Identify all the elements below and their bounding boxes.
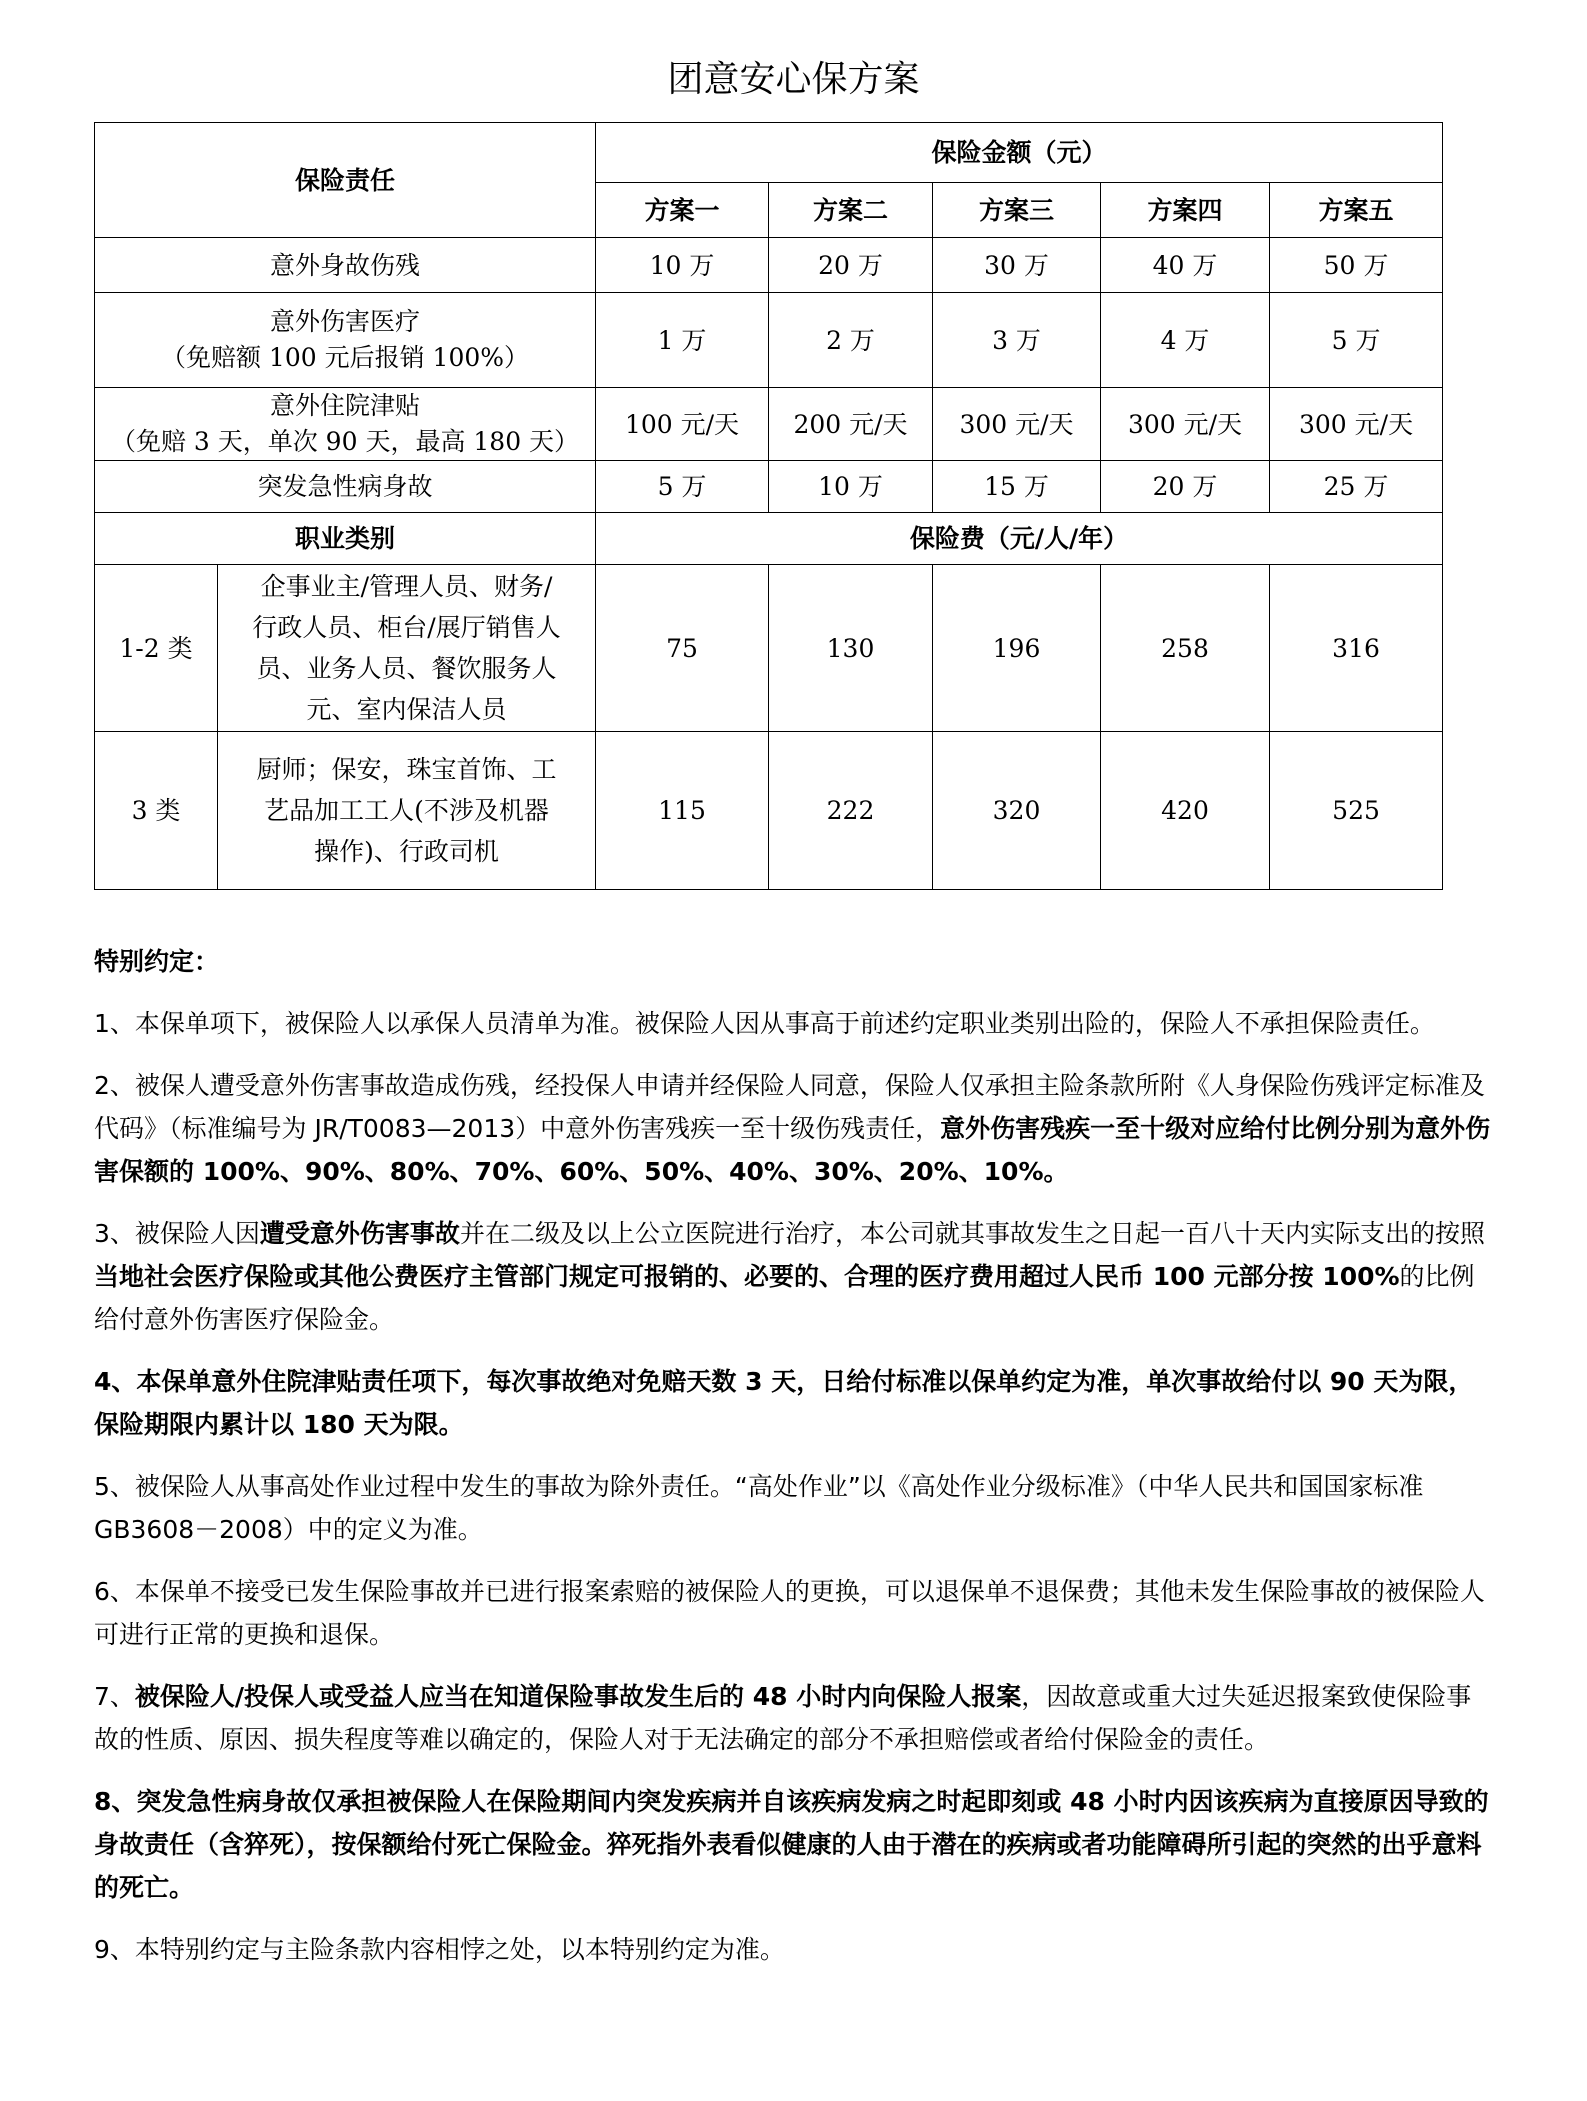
coverage-amount: 300 元/天 [1270,388,1443,461]
coverage-amount: 10 万 [596,238,769,293]
coverage-amount: 4 万 [1101,293,1270,388]
premium-amount: 525 [1270,732,1443,890]
premium-row [95,565,1443,732]
occupation-job-line: 操作)、行政司机 [314,837,499,866]
occupation-job-line: 厨师；保安，珠宝首饰、工 [256,755,557,784]
premium-amount: 115 [596,732,769,890]
premium-amount: 258 [1101,565,1270,732]
coverage-row [95,461,1443,513]
document-title: 团意安心保方案 [667,59,920,100]
special-term-item [94,1780,1494,1909]
special-term-text: 当地社会医疗保险或其他公费医疗主管部门规定可报销的、必要的、合理的医疗费用超过人民币 100 元部分按 100% [94,1262,1400,1291]
coverage-amount: 20 万 [769,238,933,293]
occupation-job-line: 元、室内保洁人员 [306,695,507,724]
premium-amount: 130 [769,565,933,732]
coverage-row [95,388,1443,461]
special-term-text: 6、本保单不接受已发生保险事故并已进行报案索赔的被保险人的更换，可以退保单不退保费；其他未发生保险事故的被保险人可进行正常的更换和退保。 [94,1577,1485,1649]
special-terms-heading: 特别约定： [94,947,220,976]
coverage-amount: 3 万 [933,293,1101,388]
occupation-jobs [218,732,596,890]
coverage-name: 意外身故伤残 [270,250,421,280]
special-term-text: 的比例给付意外伤害医疗保险金。 [94,1262,1475,1334]
plan-header: 方案一 [596,183,769,238]
special-term-item [94,1675,1494,1761]
coverage-header: 保险责任 [95,123,596,238]
special-term-item [94,1570,1494,1656]
special-term-text: 7、 [94,1682,135,1711]
special-term-text: 遭受意外伤害事故 [259,1219,460,1248]
plan-header: 方案二 [769,183,933,238]
premium-amount: 420 [1101,732,1270,890]
coverage-amount: 40 万 [1101,238,1270,293]
coverage-row [95,238,1443,293]
occupation-class: 3 类 [95,732,218,890]
special-term-text: 被保险人/投保人或受益人应当在知道保险事故发生后的 48 小时内向保险人报案 [134,1682,1022,1711]
coverage-amount: 100 元/天 [596,388,769,461]
premium-amount: 320 [933,732,1101,890]
coverage-amount: 200 元/天 [769,388,933,461]
coverage-name: 意外伤害医疗 [270,307,421,336]
occupation-job-line: 企事业主/管理人员、财务/ [260,572,553,601]
coverage-name-cell [95,293,596,388]
occupation-job-line: 艺品加工工人(不涉及机器 [264,796,549,825]
occupation-job-line: 行政人员、柜台/展厅销售人 [252,613,561,642]
occupation-job-line: 员、业务人员、餐饮服务人 [256,654,557,683]
coverage-name: 意外住院津贴 [270,391,421,420]
coverage-amount: 1 万 [596,293,769,388]
coverage-name-cell [95,238,596,293]
coverage-name-cell [95,461,596,513]
plan-header: 方案五 [1270,183,1443,238]
special-terms [94,940,1494,1990]
special-term-text: 8、突发急性病身故仅承担被保险人在保险期间内突发疾病并自该疾病发病之时起即刻或 48 小时内因该疾病为直接原因导致的身故责任（含猝死），按保额给付死亡保险金。猝死指外表看似健康的人由于潜在的疾病或者功能障碍所引起的突然的出乎意料的死亡。 [94,1787,1489,1902]
special-term-text: 意外伤害残疾一至十级对应给付比例分别为意外伤害保额的 100%、90%、80%、70%、60%、50%、40%、30%、20%、10%。 [94,1114,1491,1186]
plan-header: 方案三 [933,183,1101,238]
plan-table [94,122,1443,890]
special-term-text: 9、本特别约定与主险条款内容相悖之处，以本特别约定为准。 [94,1935,785,1964]
premium-amount: 316 [1270,565,1443,732]
special-term-item [94,1928,1494,1971]
special-term-text: 1、本保单项下，被保险人以承保人员清单为准。被保险人因从事高于前述约定职业类别出险的，保险人不承担保险责任。 [94,1009,1435,1038]
premium-row [95,732,1443,890]
coverage-amount: 15 万 [933,461,1101,513]
coverage-name: 突发急性病身故 [257,472,433,501]
premium-header: 保险费（元/人/年） [596,513,1443,565]
coverage-name-cell [95,388,596,461]
occupation-jobs [218,565,596,732]
special-term-text: ，因故意或重大过失延迟报案致使保险事故的性质、原因、损失程度等难以确定的，保险人对于无法确定的部分不承担赔偿或者给付保险金的责任。 [94,1682,1472,1754]
special-term-text: 2、被保人遭受意外伤害事故造成伤残，经投保人申请并经保险人同意，保险人仅承担主险条款所附《人身保险伤残评定标准及代码》（标准编号为 JR/T0083—2013）中意外伤害残疾一至十级伤残责任， [94,1071,1485,1143]
special-term-item [94,1212,1494,1341]
coverage-amount: 5 万 [596,461,769,513]
premium-amount: 196 [933,565,1101,732]
coverage-amount: 2 万 [769,293,933,388]
coverage-amount: 300 元/天 [1101,388,1270,461]
premium-amount: 222 [769,732,933,890]
special-term-text: 4、本保单意外住院津贴责任项下，每次事故绝对免赔天数 3 天，日给付标准以保单约定为准，单次事故给付以 90 天为限，保险期限内累计以 180 天为限。 [94,1367,1474,1439]
coverage-amount: 5 万 [1270,293,1443,388]
special-term-text: 5、被保险人从事高处作业过程中发生的事故为除外责任。“高处作业”以《高处作业分级标准》（中华人民共和国国家标准 GB3608－2008）中的定义为准。 [94,1472,1424,1544]
plan-header: 方案四 [1101,183,1270,238]
coverage-amount: 10 万 [769,461,933,513]
occupation-class: 1-2 类 [95,565,218,732]
special-term-item [94,1064,1494,1193]
special-term-text: 并在二级及以上公立医院进行治疗，本公司就其事故发生之日起一百八十天内实际支出的按照 [459,1219,1485,1248]
coverage-row [95,293,1443,388]
special-term-text: 3、被保险人因 [94,1219,260,1248]
coverage-note: （免赔 3 天，单次 90 天，最高 180 天） [110,427,580,456]
occupation-header: 职业类别 [95,513,596,565]
premium-amount: 75 [596,565,769,732]
coverage-amount: 300 元/天 [933,388,1101,461]
special-term-item [94,1360,1494,1446]
coverage-amount: 50 万 [1270,238,1443,293]
special-term-item [94,1465,1494,1551]
special-term-item [94,1002,1494,1045]
coverage-amount: 25 万 [1270,461,1443,513]
coverage-amount: 30 万 [933,238,1101,293]
amount-header: 保险金额（元） [596,123,1443,183]
coverage-note: （免赔额 100 元后报销 100%） [160,343,530,372]
coverage-amount: 20 万 [1101,461,1270,513]
